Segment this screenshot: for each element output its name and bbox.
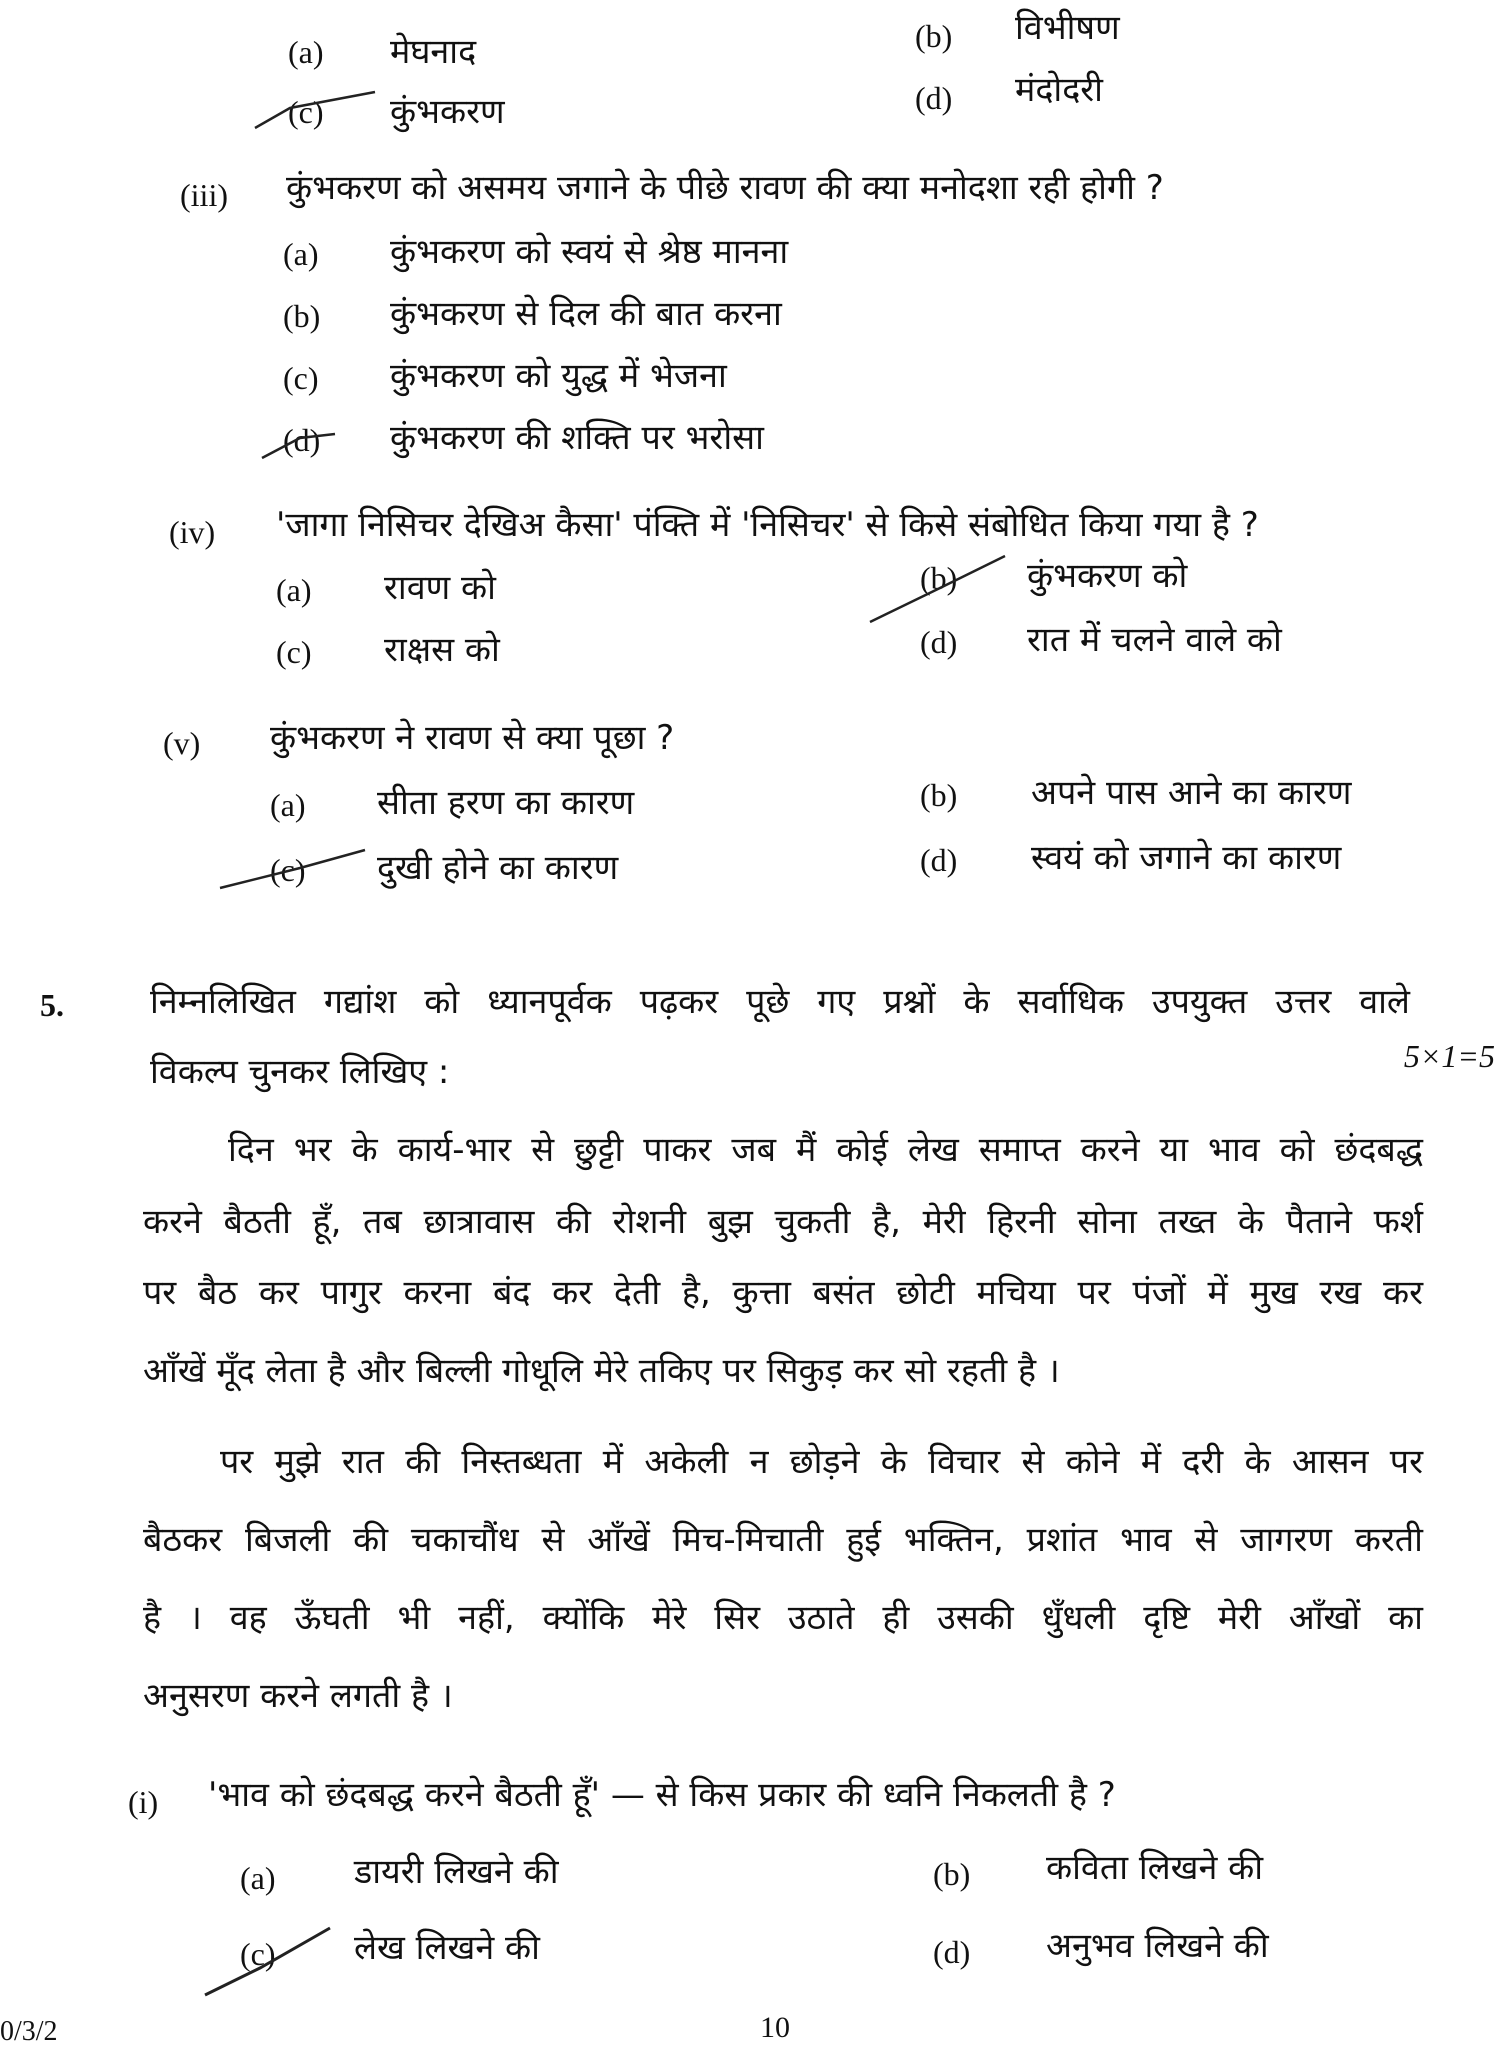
option-label-a: (a) [288, 34, 324, 70]
option-d: कुंभकरण की शक्ति पर भरोसा [390, 418, 764, 458]
option-label-d: (d) [915, 80, 953, 116]
option-label-d: (d) [933, 1934, 971, 1970]
option-label-c: (c) [276, 634, 312, 670]
option-label-b: (b) [920, 777, 958, 813]
option-b: कविता लिखने की [1046, 1848, 1264, 1888]
option-a: डायरी लिखने की [354, 1852, 559, 1892]
option-label-d: (d) [283, 422, 321, 458]
option-label-c: (c) [270, 852, 306, 888]
marks: 5×1=5 [1403, 1038, 1495, 1074]
option-label-a: (a) [240, 1860, 276, 1896]
paper-code: 0/3/2 [0, 2016, 58, 2047]
option-b: कुंभकरण से दिल की बात करना [390, 294, 782, 334]
option-a: रावण को [384, 568, 496, 608]
page-number: 10 [760, 2011, 790, 2044]
option-a: सीता हरण का कारण [377, 783, 635, 823]
question-text: निम्नलिखित गद्यांश को ध्यानपूर्वक पढ़कर पूछे गए प्रश्नों के सर्वाधिक उपयुक्त उत्तर वाले [150, 982, 1410, 1022]
passage-line: करने बैठती हूँ, तब छात्रावास की रोशनी बुझ चुकती है, मेरी हिरनी सोना तख्त के पैताने फर्श [143, 1202, 1423, 1242]
passage-line: आँखें मूँद लेता है और बिल्ली गोधूलि मेरे तकिए पर सिकुड़ कर सो रहती है । [143, 1351, 1060, 1391]
passage-line: पर बैठ कर पागुर करना बंद कर देती है, कुत्ता बसंत छोटी मचिया पर पंजों में मुख रख कर [143, 1273, 1423, 1313]
option-label-a: (a) [283, 236, 319, 272]
option-label-a: (a) [276, 572, 312, 608]
option-b: कुंभकरण को [1027, 556, 1188, 596]
option-label-b: (b) [920, 560, 958, 596]
question-number: (iii) [180, 177, 228, 213]
passage-line: अनुसरण करने लगती है । [143, 1676, 453, 1716]
option-label-b: (b) [283, 298, 321, 334]
question-text: 'भाव को छंदबद्ध करने बैठती हूँ' — से किस प्रकार की ध्वनि निकलती है ? [208, 1775, 1116, 1815]
option-label-b: (b) [915, 18, 953, 54]
option-d: रात में चलने वाले को [1027, 620, 1282, 660]
option-c: लेख लिखने की [354, 1928, 540, 1968]
option-c: कुंभकरण को युद्ध में भेजना [390, 356, 727, 396]
question-number: (i) [128, 1784, 159, 1820]
option-a: कुंभकरण को स्वयं से श्रेष्ठ मानना [390, 232, 789, 272]
option-a: मेघनाद [390, 32, 477, 72]
option-d: मंदोदरी [1015, 70, 1103, 110]
option-d: स्वयं को जगाने का कारण [1031, 838, 1342, 878]
option-c: कुंभकरण [390, 92, 505, 132]
option-b: विभीषण [1015, 8, 1120, 48]
passage-line: पर मुझे रात की निस्तब्धता में अकेली न छोड़ने के विचार से कोने में दरी के आसन पर [220, 1442, 1423, 1482]
option-c: राक्षस को [384, 630, 500, 670]
question-number: (v) [163, 725, 201, 761]
question-number: 5. [40, 987, 64, 1023]
option-d: अनुभव लिखने की [1046, 1926, 1269, 1966]
option-label-b: (b) [933, 1856, 971, 1892]
option-label-c: (c) [288, 94, 324, 130]
passage-line: है । वह ऊँघती भी नहीं, क्योंकि मेरे सिर उठाते ही उसकी धुँधली दृष्टि मेरी आँखों का [143, 1598, 1423, 1638]
question-text: कुंभकरण को असमय जगाने के पीछे रावण की क्या मनोदशा रही होगी ? [286, 168, 1164, 208]
question-number: (iv) [169, 514, 216, 550]
option-label-d: (d) [920, 624, 958, 660]
option-label-c: (c) [240, 1936, 276, 1972]
option-label-a: (a) [270, 787, 306, 823]
option-b: अपने पास आने का कारण [1031, 773, 1352, 813]
question-text: 'जागा निसिचर देखिअ कैसा' पंक्ति में 'निसिचर' से किसे संबोधित किया गया है ? [276, 505, 1259, 545]
passage-line: बैठकर बिजली की चकाचौंध से आँखें मिच-मिचाती हुई भक्तिन, प्रशांत भाव से जागरण करती [143, 1520, 1423, 1560]
option-label-d: (d) [920, 842, 958, 878]
option-label-c: (c) [283, 360, 319, 396]
option-c: दुखी होने का कारण [377, 848, 619, 888]
question-text-cont: विकल्प चुनकर लिखिए : [150, 1052, 450, 1092]
question-text: कुंभकरण ने रावण से क्या पूछा ? [270, 718, 675, 758]
passage-line: दिन भर के कार्य-भार से छुट्टी पाकर जब मैं कोई लेख समाप्त करने या भाव को छंदबद्ध [228, 1130, 1423, 1170]
